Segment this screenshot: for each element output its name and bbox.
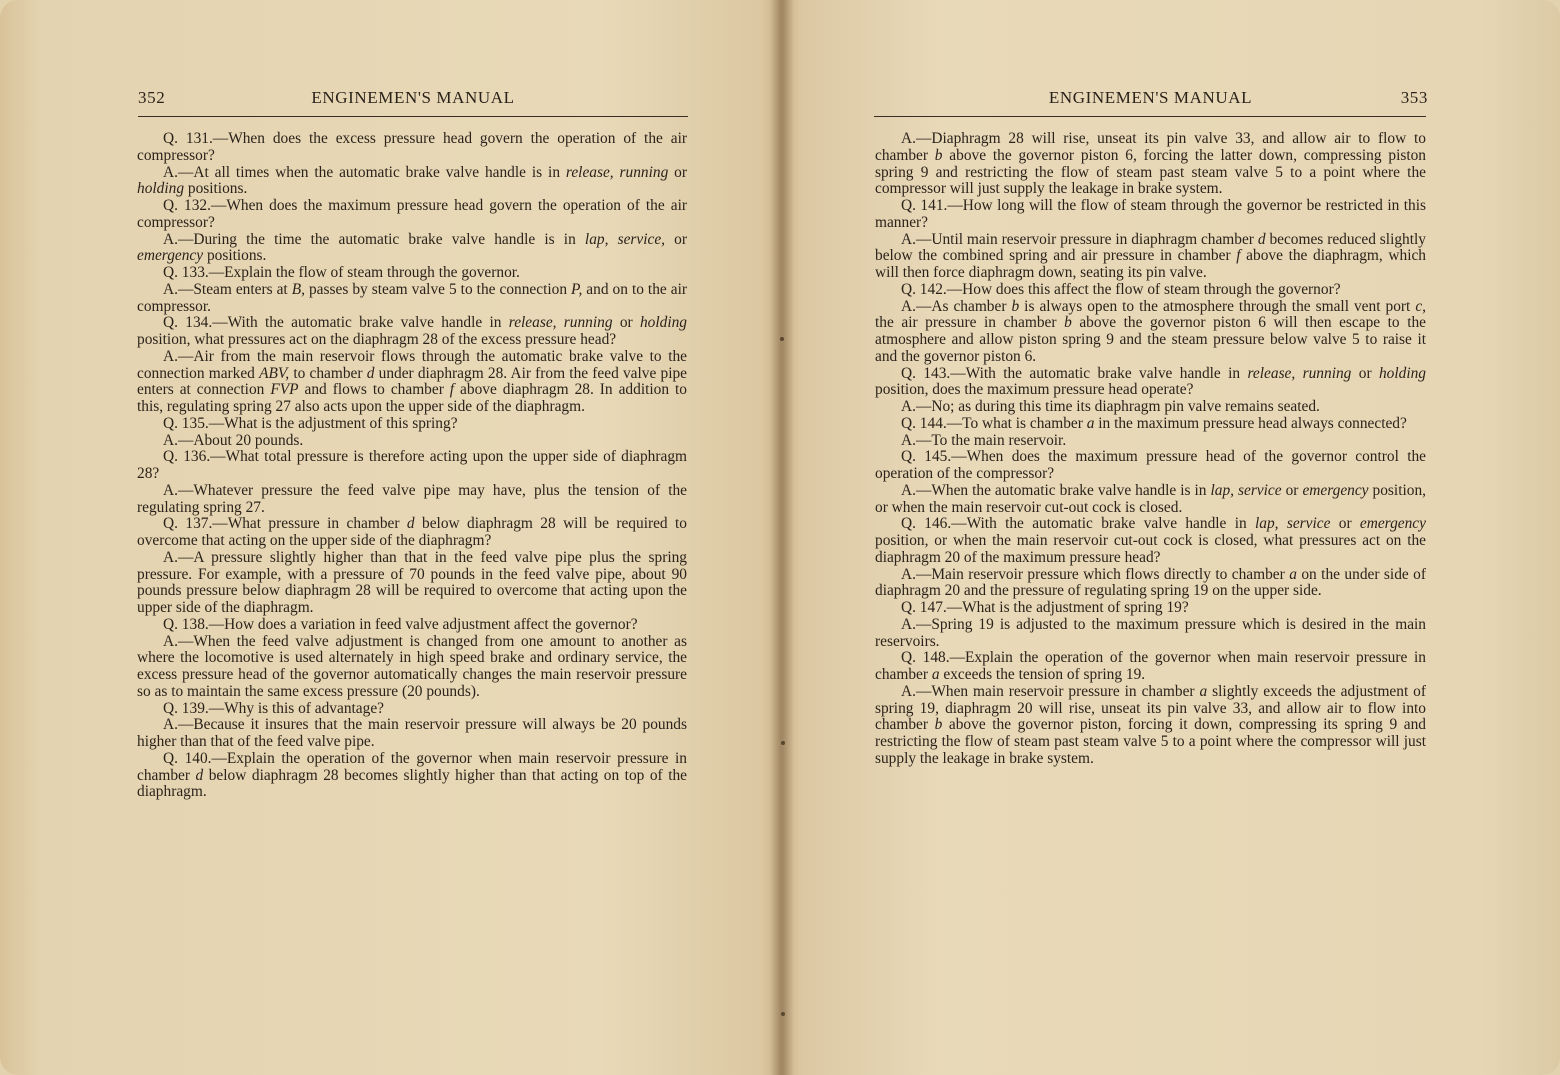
paragraph: A.—About 20 pounds. — [163, 431, 304, 449]
paragraph: Q. 140.—Explain the operation of the governor when main reservoir pressure in chamber d below diaphragm 28 becomes slightly higher than that acting on top of the diaphragm. — [137, 749, 688, 801]
paragraph: A.—Main reservoir pressure which flows directly to chamber a on the under side of diaphragm 20 and the pressure of regulating spring 19 on the upper side. — [875, 565, 1426, 600]
binding-mark — [781, 741, 785, 745]
paragraph: A.—A pressure slightly higher than that in the feed valve pipe plus the spring pressure. For example, with a pressure of 70 pounds in the feed valve pipe, about 90 pounds pressure below diaphragm 28 will be required to overcome that acting upon the upper side of the diaphragm. — [137, 548, 687, 616]
right-page-header — [873, 88, 1428, 110]
paragraph: Q. 137.—What pressure in chamber d below diaphragm 28 will be required to overcome that acting on the upper side of the diaphragm? — [137, 515, 688, 549]
page-number: 352 — [138, 88, 166, 107]
paragraph: Q. 145.—When does the maximum pressure head of the governor control the operation of the compressor? — [875, 448, 1426, 482]
paragraph: A.—To the main reservoir. — [901, 431, 1067, 449]
paragraph: Q. 139.—Why is this of advantage? — [163, 699, 384, 717]
paragraph: A.—When the automatic brake valve handle is in lap, service or emergency position, or when the main reservoir cut-out cock is closed. — [875, 481, 1426, 516]
header-rule — [138, 116, 688, 117]
paragraph: Q. 134.—With the automatic brake valve handle in release, running or holding position, what pressures act on the diaphragm 28 of the excess pressure head? — [137, 314, 687, 348]
paragraph: Q. 141.—How long will the flow of steam through the governor be restricted in this manner? — [875, 197, 1426, 231]
binding-mark — [780, 337, 784, 341]
paragraph: A.—Spring 19 is adjusted to the maximum pressure which is desired in the main reservoirs. — [875, 615, 1426, 650]
book-gutter — [770, 0, 794, 1075]
running-head: ENGINEMEN'S MANUAL — [1048, 88, 1253, 107]
header-rule — [874, 116, 1426, 117]
paragraph: Q. 148.—Explain the operation of the governor when main reservoir pressure in chamber a exceeds the tension of spring 19. — [875, 649, 1426, 683]
right-page-body — [875, 131, 1426, 768]
binding-mark — [781, 1012, 785, 1016]
paragraph: A.—Air from the main reservoir flows through the automatic brake valve to the connection marked ABV, to chamber d under diaphragm 28. Air from the feed valve pipe enters at connection FVP and flows to chamber f above diaphragm 28. In addition to this, regulating spring 27 also acts upon the upper side of the diaphragm. — [137, 347, 688, 415]
paragraph: Q. 131.—When does the excess pressure head govern the operation of the air compressor? — [137, 130, 687, 164]
paragraph: Q. 136.—What total pressure is therefore acting upon the upper side of diaphragm 28? — [137, 448, 687, 482]
paragraph: Q. 138.—How does a variation in feed valve adjustment affect the governor? — [163, 615, 638, 633]
paragraph: Q. 147.—What is the adjustment of spring 19? — [901, 599, 1189, 616]
paragraph: Q. 146.—With the automatic brake valve handle in lap, service or emergency position, or when the main reservoir cut-out cock is closed, what pressures act on the diaphragm 20 of the maximum pressure head? — [875, 515, 1426, 566]
paragraph: A.—No; as during this time its diaphragm pin valve remains seated. — [901, 398, 1320, 415]
paragraph: A.—At all times when the automatic brake valve handle is in release, running or holding positions. — [137, 163, 687, 198]
right-page — [780, 0, 1560, 1075]
paragraph: A.—As chamber b is always open to the atmosphere through the small vent port c, the air pressure in chamber b above the governor piston 6 will then escape to the atmosphere and allow piston spring 9 and the steam pressure below valve 5 to raise it and the governor piston 6. — [875, 297, 1426, 365]
running-head: ENGINEMEN'S MANUAL — [311, 88, 515, 107]
paragraph: A.—Diaphragm 28 will rise, unseat its pin valve 33, and allow air to flow to chamber b above the governor piston 6, forcing the latter down, compressing piston spring 9 and restricting the flow of steam past steam valve 5 to a point where the compressor will just supply the leakage in brake system. — [875, 130, 1427, 198]
left-page-header — [138, 88, 688, 110]
paragraph: Q. 143.—With the automatic brake valve handle in release, running or holding position, does the maximum pressure head operate? — [875, 364, 1426, 399]
paragraph: A.—Until main reservoir pressure in diaphragm chamber d becomes reduced slightly below the combined spring and air pressure in chamber f above the diaphragm, which will then force diaphragm down, seating its pin valve. — [875, 230, 1426, 281]
paragraph: Q. 133.—Explain the flow of steam through the governor. — [163, 264, 520, 281]
paragraph: Q. 135.—What is the adjustment of this spring? — [163, 414, 458, 432]
paragraph: Q. 144.—To what is chamber a in the maximum pressure head always connected? — [901, 414, 1407, 432]
paragraph: A.—Steam enters at B, passes by steam valve 5 to the connection P, and on to the air compressor. — [137, 280, 687, 315]
paragraph: A.—When the feed valve adjustment is changed from one amount to another as where the locomotive is used alternately in high speed brake and ordinary service, the excess pressure head of the governor automatically changes the main reservoir pressure so as to maintain the same excess pressure (20 pounds). — [137, 632, 687, 700]
paragraph: Q. 132.—When does the maximum pressure head govern the operation of the air compressor? — [137, 197, 687, 231]
paragraph: A.—During the time the automatic brake valve handle is in lap, service, or emergency positions. — [137, 230, 688, 265]
paragraph: A.—When main reservoir pressure in chamber a slightly exceeds the adjustment of spring 19, diaphragm 20 will rise, unseat its pin valve 33, and allow air to flow into chamber b above the governor piston, forcing it down, compressing its spring 9 and restricting the flow of steam past steam valve 5 to a point where the compressor will just supply the leakage in brake system. — [875, 682, 1426, 767]
paragraph: Q. 142.—How does this affect the flow of steam through the governor? — [901, 280, 1341, 298]
paragraph: A.—Whatever pressure the feed valve pipe may have, plus the tension of the regulating spring 27. — [137, 481, 687, 516]
paragraph: A.—Because it insures that the main reservoir pressure will always be 20 pounds higher than that of the feed valve pipe. — [137, 716, 687, 750]
page-number: 353 — [1400, 88, 1428, 107]
left-page-body — [137, 131, 687, 801]
